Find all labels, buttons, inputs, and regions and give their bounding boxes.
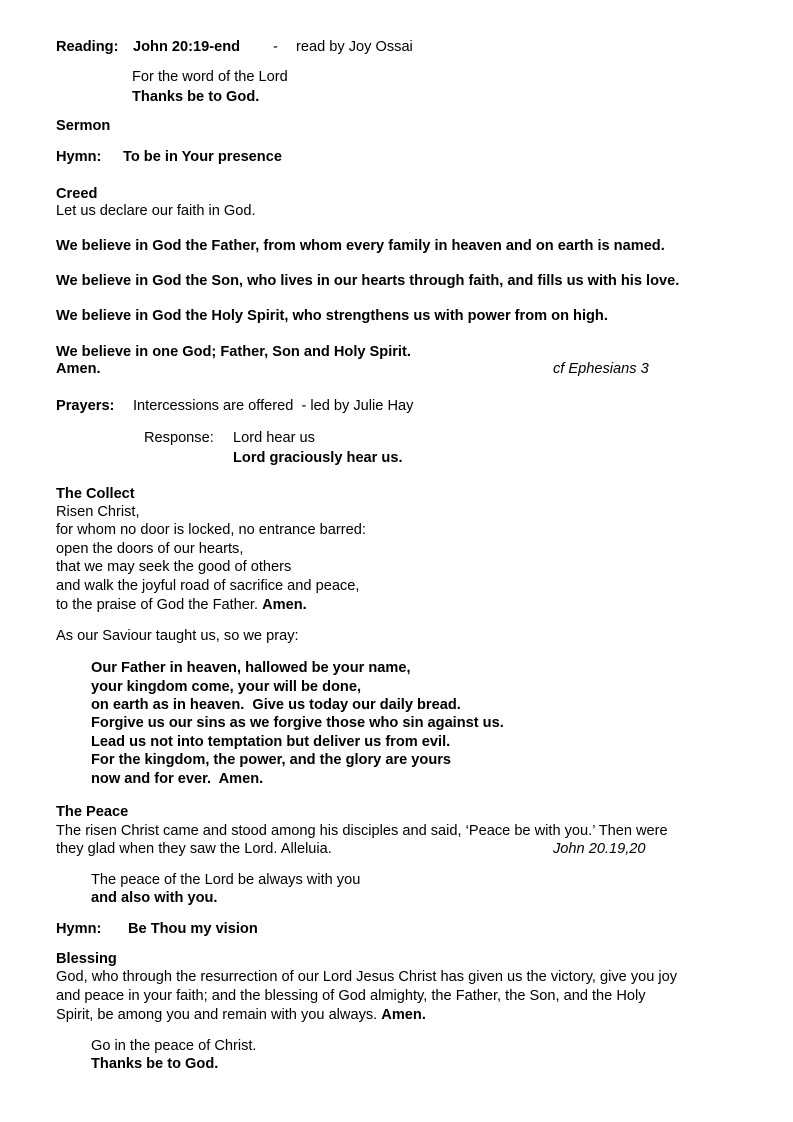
sermon-heading: Sermon [56,118,111,134]
collect-heading: The Collect [56,486,135,502]
hymn-label: Hymn: [56,921,102,937]
creed-amen: Amen. [56,361,101,377]
lords-prayer-line: now and for ever. Amen. [91,771,264,787]
collect-line: open the doors of our hearts, [56,541,244,557]
creed-paragraph: We believe in God the Holy Spirit, who strengthens us with power from on high. [56,308,608,324]
collect-line-text: to the praise of God the Father. [56,597,259,613]
collect-line: for whom no door is locked, no entrance barred: [56,522,366,538]
collect-line: Risen Christ, [56,504,140,520]
hymn-label: Hymn: [56,149,102,165]
prayers-response-label: Response: [144,430,214,446]
prayers-response-2: Lord graciously hear us. [233,450,403,466]
blessing-line: God, who through the resurrection of our Lord Jesus Christ has given us the victory, give you joy [56,969,678,985]
blessing-line-text: Spirit, be among you and remain with you always. [56,1007,378,1023]
reading-versicle: For the word of the Lord [132,69,288,85]
lords-prayer-line: Lead us not into temptation but deliver us from evil. [91,734,451,750]
lords-prayer-line: your kingdom come, your will be done, [91,679,362,695]
blessing-amen: Amen. [381,1007,426,1023]
hymn-title: Be Thou my vision [128,921,258,937]
peace-citation: John 20.19,20 [553,841,646,857]
prayers-label: Prayers: [56,398,115,414]
creed-intro: Let us declare our faith in God. [56,203,256,219]
lords-prayer-line: Our Father in heaven, hallowed be your name, [91,660,411,676]
peace-versicle: The peace of the Lord be always with you [91,872,361,888]
dismissal-response: Thanks be to God. [91,1056,219,1072]
collect-line: that we may seek the good of others [56,559,292,575]
peace-response: and also with you. [91,890,218,906]
lords-prayer-line: For the kingdom, the power, and the glory are yours [91,752,452,768]
prayers-text: Intercessions are offered - led by Julie Hay [133,398,414,414]
collect-amen: Amen. [262,597,307,613]
creed-paragraph: We believe in God the Father, from whom every family in heaven and on earth is named. [56,238,665,254]
collect-line: and walk the joyful road of sacrifice and peace, [56,578,360,594]
peace-text-line: they glad when they saw the Lord. Alleluia. [56,841,332,857]
lords-prayer-line: on earth as in heaven. Give us today our daily bread. [91,697,461,713]
creed-citation: cf Ephesians 3 [553,361,649,377]
blessing-line: and peace in your faith; and the blessing of God almighty, the Father, the Son, and the Holy [56,988,646,1004]
blessing-last-line [56,1006,426,1024]
creed-paragraph: We believe in God the Son, who lives in our hearts through faith, and fills us with his love. [56,273,680,289]
reading-reader: read by Joy Ossai [296,39,413,55]
reading-reference: John 20:19-end [133,39,241,55]
dismissal: Go in the peace of Christ. [91,1038,257,1054]
lords-prayer-line: Forgive us our sins as we forgive those who sin against us. [91,715,504,731]
peace-text-line: The risen Christ came and stood among his disciples and said, ‘Peace be with you.’ Then were [56,823,668,839]
lords-prayer-intro: As our Saviour taught us, so we pray: [56,628,299,644]
reading-label: Reading: [56,39,119,55]
reading-dash: - [273,39,278,55]
collect-last-line [56,596,307,614]
creed-final-line: We believe in one God; Father, Son and Holy Spirit. [56,344,411,360]
hymn-title: To be in Your presence [123,149,282,165]
prayers-response-1: Lord hear us [233,430,315,446]
reading-response: Thanks be to God. [132,89,260,105]
creed-heading: Creed [56,186,98,202]
peace-heading: The Peace [56,804,129,820]
blessing-heading: Blessing [56,951,117,967]
